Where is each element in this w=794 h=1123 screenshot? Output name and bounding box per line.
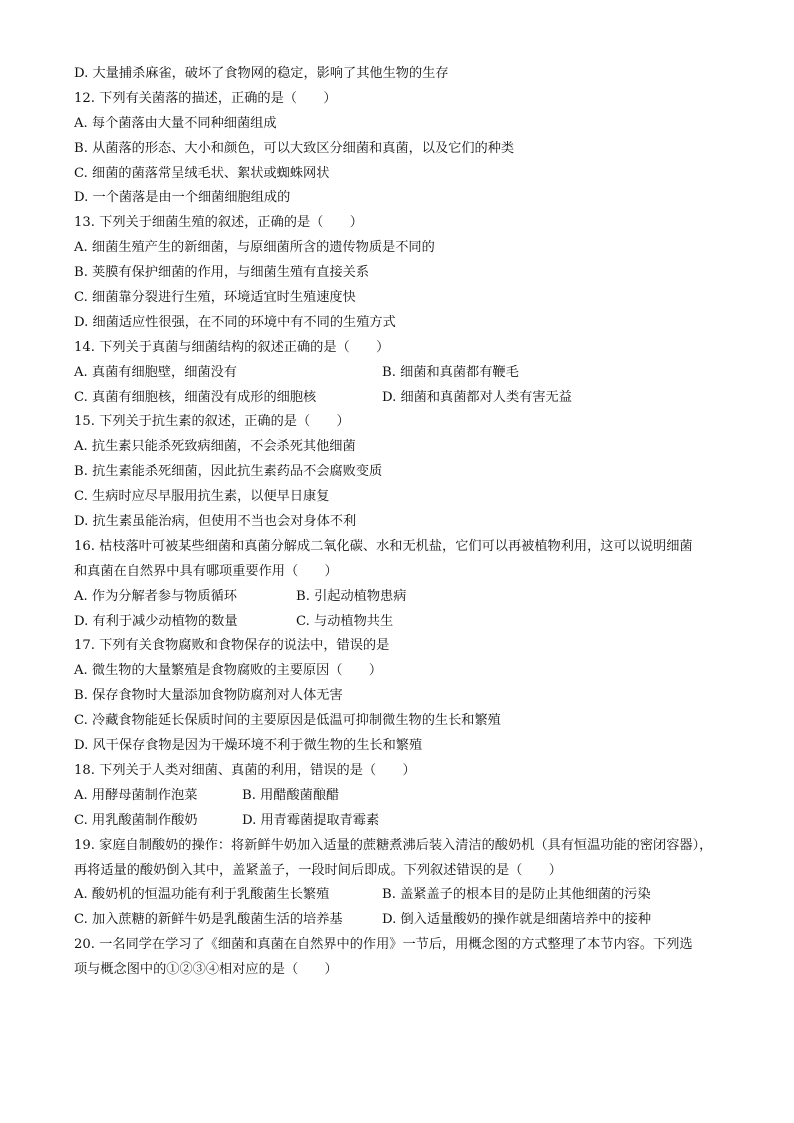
q14-options-row-1	[74, 361, 734, 386]
q19-option-a: A. 酸奶机的恒温功能有利于乳酸菌生长繁殖	[74, 887, 330, 903]
q14-option-c: C. 真菌有细胞核，细菌没有成形的细胞核	[74, 389, 317, 405]
q16-option-c: C. 与动植物共生	[296, 613, 394, 629]
q18-options-row-1	[74, 784, 734, 809]
q16-options-row-2	[74, 610, 734, 635]
q20-stem-line-2: 项与概念图中的①②③④相对应的是（ ）	[74, 962, 338, 978]
q16-option-a: A. 作为分解者参与物质循环	[74, 588, 237, 604]
q15-option-c: C. 生病时应尽早服用抗生素，以便早日康复	[74, 489, 330, 505]
q18-option-b: B. 用醋酸菌酿醋	[242, 787, 340, 803]
q13-stem: 13. 下列关于细菌生殖的叙述，正确的是（ ）	[74, 215, 363, 231]
exam-page	[74, 62, 734, 983]
q14-option-d: D. 细菌和真菌都对人类有害无益	[382, 389, 572, 405]
q18-option-c: C. 用乳酸菌制作酸奶	[74, 812, 198, 828]
q16-stem-line-1: 16. 枯枝落叶可被某些细菌和真菌分解成二氧化碳、水和无机盐，它们可以再被植物利用，这可以说明细菌	[74, 538, 693, 554]
q18-options-row-2	[74, 809, 734, 834]
q13-option-c: C. 细菌靠分裂进行生殖，环境适宜时生殖速度快	[74, 290, 356, 306]
q17-option-a: A. 微生物的大量繁殖是食物腐败的主要原因（ ）	[74, 663, 383, 679]
q13-option-d: D. 细菌适应性很强，在不同的环境中有不同的生殖方式	[74, 314, 396, 330]
q19-stem-line-1: 19. 家庭自制酸奶的操作：将新鲜牛奶加入适量的蔗糖煮沸后装入清洁的酸奶机（具有恒温功能的密闭容器），	[74, 837, 713, 853]
q15-option-a: A. 抗生素只能杀死致病细菌，不会杀死其他细菌	[74, 439, 356, 455]
q14-stem: 14. 下列关于真菌与细菌结构的叙述正确的是（ ）	[74, 339, 390, 355]
q12-option-c: C. 细菌的菌落常呈绒毛状、絮状或蜘蛛网状	[74, 165, 330, 181]
q20-stem-line-1: 20. 一名同学在学习了《细菌和真菌在自然界中的作用》一节后，用概念图的方式整理了本节内容。下列选	[74, 937, 693, 953]
q11-option-d: D. 大量捕杀麻雀，破坏了食物网的稳定，影响了其他生物的生存	[74, 66, 449, 81]
q12-stem: 12. 下列有关菌落的描述，正确的是（ ）	[74, 90, 337, 106]
q16-option-b: B. 引起动植物患病	[296, 588, 407, 604]
q12-option-d: D. 一个菌落是由一个细菌细胞组成的	[74, 190, 291, 206]
q16-stem-line-2: 和真菌在自然界中具有哪项重要作用（ ）	[74, 563, 338, 579]
q15-stem: 15. 下列关于抗生素的叙述，正确的是（ ）	[74, 414, 350, 430]
q19-option-d: D. 倒入适量酸奶的操作就是细菌培养中的接种	[382, 912, 652, 928]
q14-option-a: A. 真菌有细胞壁，细菌没有	[74, 364, 237, 380]
q17-stem: 17. 下列有关食物腐败和食物保存的说法中，错误的是	[74, 638, 390, 654]
q15-option-d: D. 抗生素虽能治病，但使用不当也会对身体不利	[74, 514, 357, 530]
q18-stem: 18. 下列关于人类对细菌、真菌的利用，错误的是（ ）	[74, 762, 416, 778]
q18-option-d: D. 用青霉菌提取青霉素	[242, 812, 380, 828]
q13-option-b: B. 荚膜有保护细菌的作用，与细菌生殖有直接关系	[74, 265, 370, 281]
q16-option-d: D. 有利于减少动植物的数量	[74, 613, 238, 629]
q17-option-d: D. 风干保存食物是因为干燥环境不利于微生物的生长和繁殖	[74, 738, 423, 754]
q15-option-b: B. 抗生素能杀死细菌，因此抗生素药品不会腐败变质	[74, 464, 383, 480]
q12-option-a: A. 每个菌落由大量不同种细菌组成	[74, 115, 277, 131]
q18-option-a: A. 用酵母菌制作泡菜	[74, 787, 198, 803]
q17-option-b: B. 保存食物时大量添加食物防腐剂对人体无害	[74, 688, 343, 704]
q19-option-c: C. 加入蔗糖的新鲜牛奶是乳酸菌生活的培养基	[74, 912, 343, 928]
q19-options-row-2	[74, 908, 734, 933]
q16-options-row-1	[74, 585, 734, 610]
q19-stem-line-2: 再将适量的酸奶倒入其中，盖紧盖子，一段时间后即成。下列叙述错误的是（ ）	[74, 862, 562, 878]
q19-option-b: B. 盖紧盖子的根本目的是防止其他细菌的污染	[382, 887, 651, 903]
q17-option-c: C. 冷藏食物能延长保质时间的主要原因是低温可抑制微生物的生长和繁殖	[74, 713, 501, 729]
q14-option-b: B. 细菌和真菌都有鞭毛	[382, 364, 519, 380]
q12-option-b: B. 从菌落的形态、大小和颜色，可以大致区分细菌和真菌，以及它们的种类	[74, 140, 515, 156]
q14-options-row-2	[74, 386, 734, 411]
q13-option-a: A. 细菌生殖产生的新细菌，与原细菌所含的遗传物质是不同的	[74, 240, 435, 256]
q19-options-row-1	[74, 883, 734, 908]
